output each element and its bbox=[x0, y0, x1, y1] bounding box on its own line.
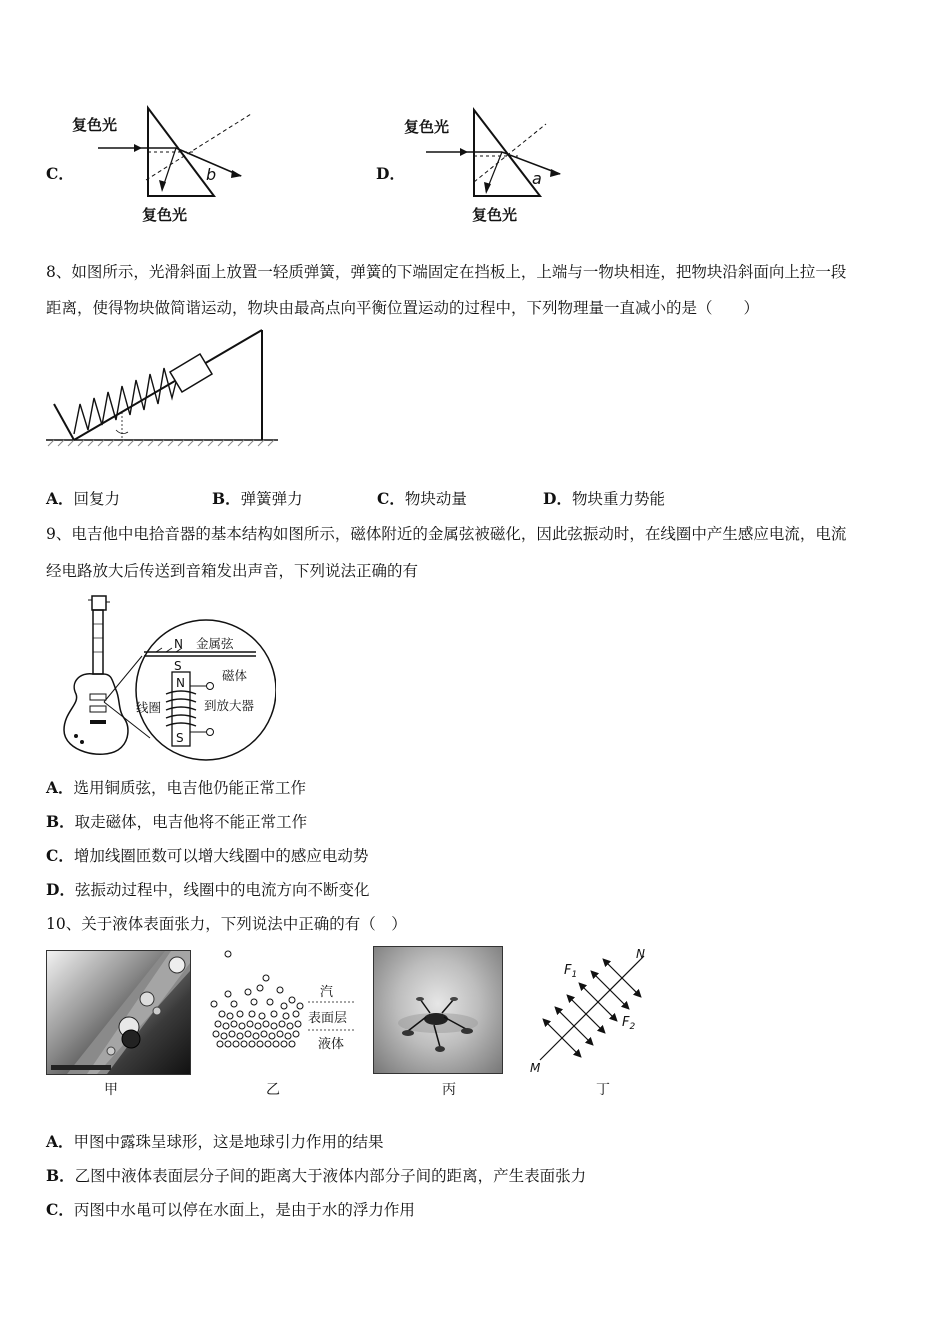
bottom-label: 复色光 bbox=[142, 206, 188, 224]
question-9-stem-line2: 经电路放大后传送到音箱发出声音，下列说法正确的有 bbox=[46, 562, 419, 580]
option-b[interactable]: B．弹簧弹力 bbox=[212, 489, 303, 508]
option-c[interactable]: C．物块动量 bbox=[377, 489, 467, 508]
figure-yi bbox=[204, 946, 364, 1056]
string-label: 金属弦 bbox=[196, 636, 234, 651]
question-9-option-a[interactable]: A．选用铜质弦，电吉他仍能正常工作 bbox=[46, 778, 307, 797]
string-pole-s: S bbox=[174, 659, 182, 673]
surface-layer-label: 表面层 bbox=[308, 1011, 348, 1026]
figure-ding bbox=[520, 944, 654, 1074]
prism-diagram bbox=[376, 100, 586, 230]
f1-label: $F_1$ bbox=[564, 963, 578, 980]
figure-jia-caption: 甲 bbox=[104, 1082, 118, 1098]
option-d[interactable]: D．物块重力势能 bbox=[543, 489, 665, 508]
question-10-stem: 10、关于液体表面张力，下列说法中正确的有（ ） bbox=[46, 915, 407, 933]
figure-jia bbox=[46, 950, 191, 1075]
question-8-stem-line2: 距离，使得物块做简谐运动，物块由最高点向平衡位置运动的过程中，下列物理量一直减小的是（ ） bbox=[46, 299, 760, 317]
option-a[interactable]: A．回复力 bbox=[46, 489, 121, 508]
f2-label: $F_2$ bbox=[622, 1015, 636, 1032]
prism-option-d bbox=[376, 100, 586, 230]
figure-bing-caption: 丙 bbox=[442, 1082, 456, 1098]
question-9-stem-line1: 9、电吉他中电拾音器的基本结构如图所示，磁体附近的金属弦被磁化，因此弦振动时，在线圈中产生感应电流，电流 bbox=[46, 525, 847, 543]
figure-ding-caption: 丁 bbox=[596, 1082, 610, 1098]
prism-option-c bbox=[46, 100, 256, 230]
string-pole-n: N bbox=[174, 637, 183, 651]
figure-bing bbox=[373, 946, 503, 1074]
liquid-label: 液体 bbox=[318, 1037, 345, 1052]
top-label: 复色光 bbox=[72, 116, 118, 134]
bottom-label: 复色光 bbox=[472, 206, 518, 224]
question-8-stem-line1: 8、如图所示，光滑斜面上放置一轻质弹簧，弹簧的下端固定在挡板上，上端与一物块相连，把物块沿斜面向上拉一段 bbox=[46, 263, 847, 281]
water-strider-image bbox=[374, 947, 502, 1073]
amp-label: 到放大器 bbox=[204, 698, 255, 713]
question-9-option-d[interactable]: D．弦振动过程中，线圈中的电流方向不断变化 bbox=[46, 880, 370, 899]
guitar-pickup-figure bbox=[46, 590, 276, 762]
coil-label: 线圈 bbox=[136, 700, 162, 715]
question-10-option-c[interactable]: C．丙图中水黾可以停在水面上，是由于水的浮力作用 bbox=[46, 1200, 415, 1219]
magnet-pole-n: N bbox=[176, 676, 185, 690]
option-letter: C． bbox=[46, 164, 74, 183]
leaf-with-dew-drops-image bbox=[47, 951, 190, 1074]
prism-diagram bbox=[46, 100, 256, 230]
incline-spring-figure bbox=[44, 326, 284, 456]
magnet-label: 磁体 bbox=[222, 668, 248, 683]
question-9-option-c[interactable]: C．增加线圈匝数可以增大线圈中的感应电动势 bbox=[46, 846, 369, 865]
ray-label: b bbox=[206, 165, 217, 184]
option-letter: D． bbox=[376, 164, 405, 183]
ray-label: a bbox=[532, 169, 542, 188]
top-label: 复色光 bbox=[404, 118, 450, 136]
figure-yi-caption: 乙 bbox=[266, 1082, 280, 1098]
question-9-option-b[interactable]: B．取走磁体，电吉他将不能正常工作 bbox=[46, 812, 308, 831]
question-10-option-b[interactable]: B．乙图中液体表面层分子间的距离大于液体内部分子间的距离，产生表面张力 bbox=[46, 1166, 587, 1185]
n-label: N bbox=[636, 947, 645, 961]
question-10-option-a[interactable]: A．甲图中露珠呈球形，这是地球引力作用的结果 bbox=[46, 1132, 384, 1151]
m-label: M bbox=[530, 1061, 541, 1074]
magnet-pole-s: S bbox=[176, 731, 184, 745]
vapor-label: 汽 bbox=[320, 985, 334, 1000]
